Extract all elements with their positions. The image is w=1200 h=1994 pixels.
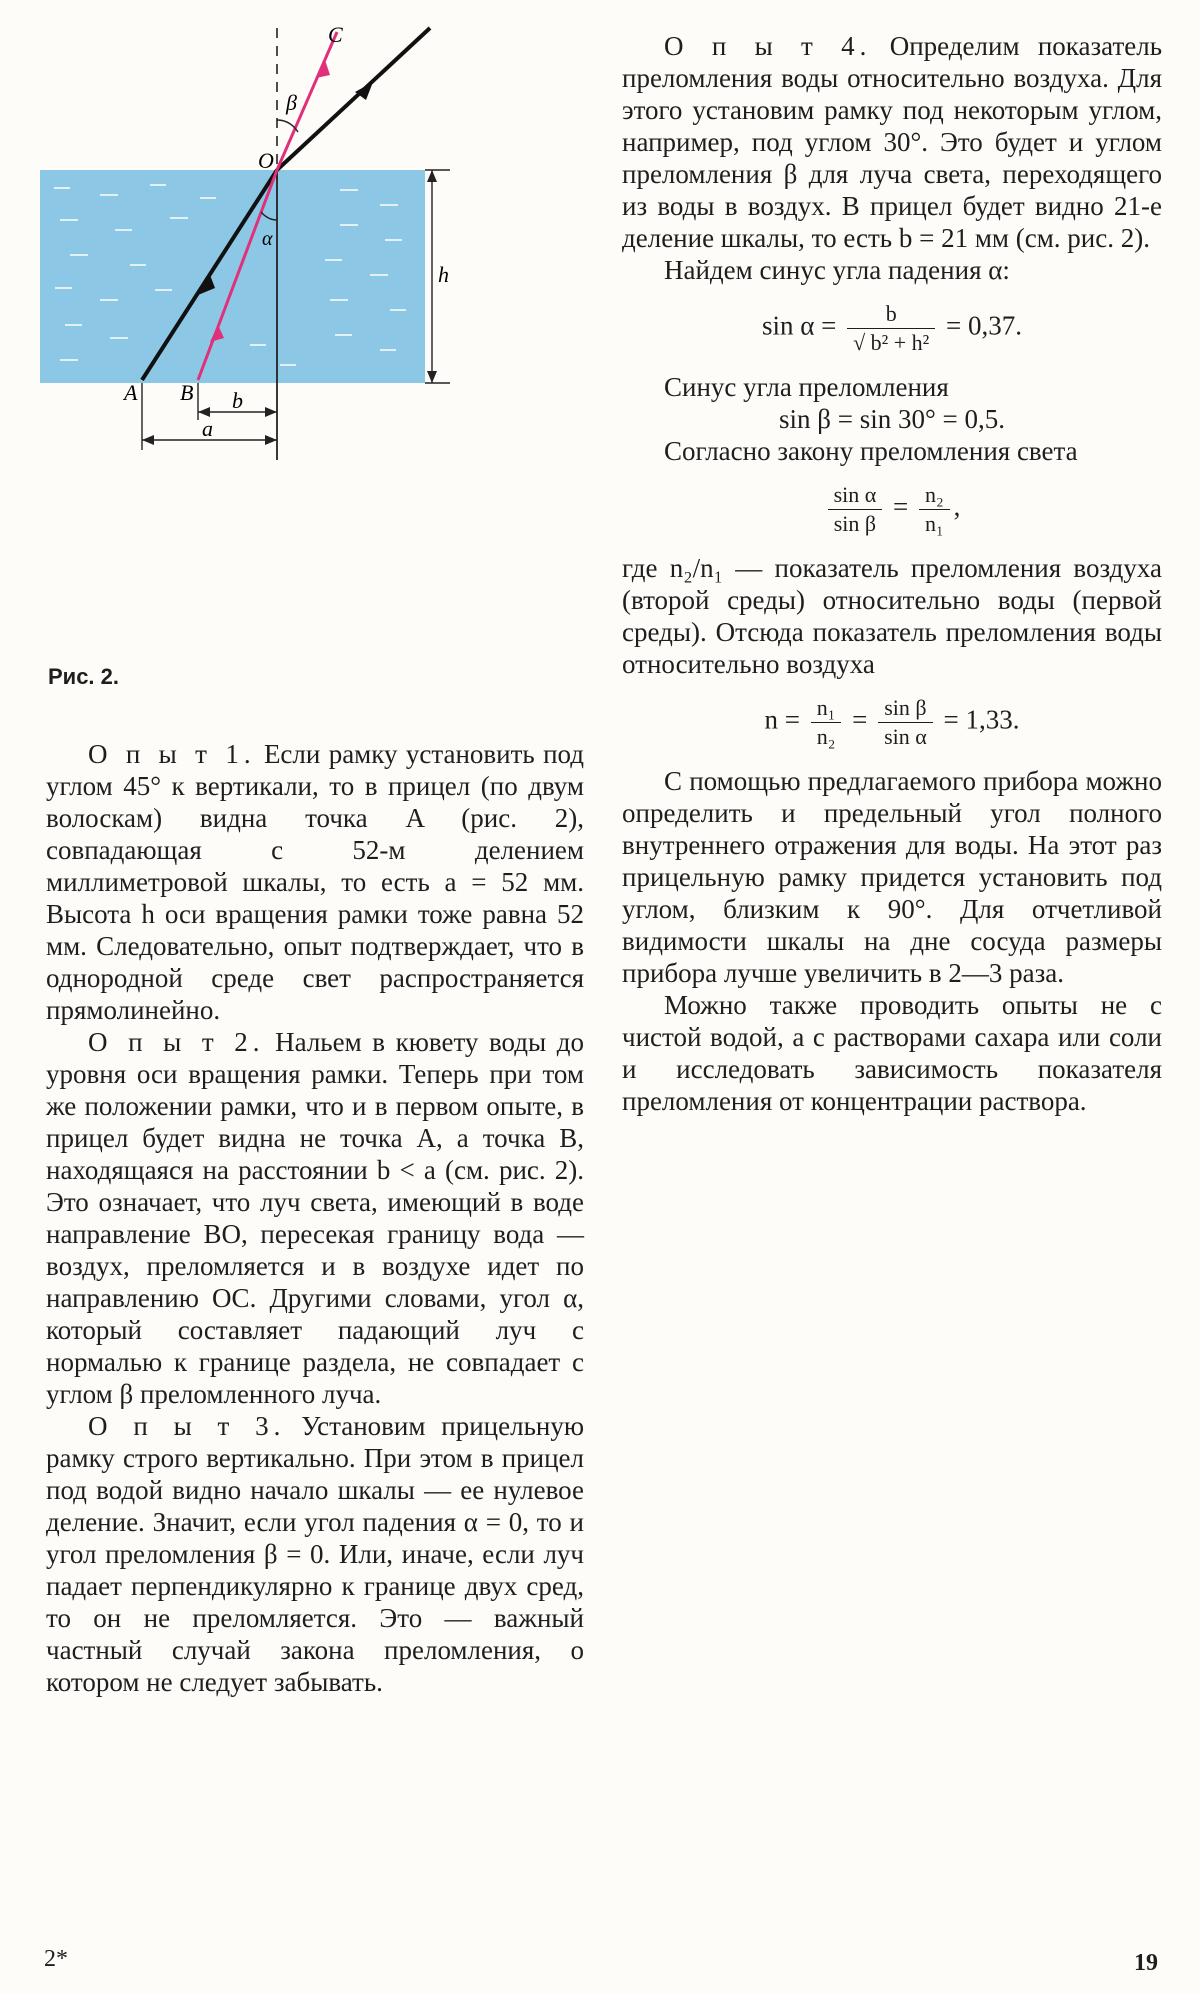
label-A: A bbox=[124, 380, 138, 405]
op3-text: Установим прицельную рамку строго вертикально. При этом в прицел под водой видно начало шкалы — ее нулевое деление. Значит, если угол падения α = 0, то и угол преломления β = 0. Или, иначе, если луч падает перпендикулярно к границе двух сред, то он не преломляется. Это — важный частный случай закона преломления, о котором не следует забывать. bbox=[46, 1411, 585, 1697]
label-a: a bbox=[202, 416, 213, 441]
paragraph-law: Согласно закону преломления света bbox=[664, 436, 1078, 466]
label-C: C bbox=[328, 22, 343, 47]
op3-heading: О п ы т 3. bbox=[88, 1411, 286, 1441]
figure-caption: Рис. 2. bbox=[48, 664, 120, 689]
page-number: 19 bbox=[1134, 1950, 1158, 1976]
paragraph-solutions: Можно также проводить опыты не с чистой водой, а с растворами сахара или соли и исследовать зависимость показателя преломления от концентрации раствора. bbox=[622, 990, 1162, 1116]
equation-law: $\frac{\text{sin α}}{\text{sin β}}$ = $\frac{\text{n₂}}{\text{n₁}}$ , bbox=[622, 481, 1162, 538]
figure-svg bbox=[40, 20, 600, 580]
label-h: h bbox=[438, 262, 449, 287]
op1-heading: О п ы т 1. bbox=[88, 739, 256, 769]
paragraph-where: где n₂/n₁ — показатель преломления воздуха (второй среды) относительно воды (первой среды). Отсюда показатель преломления воды относительно воздуха bbox=[622, 553, 1162, 679]
op4-text: Определим показатель преломления воды относительно воздуха. Для этого установим рамку под некоторым углом, например, под углом 30°. Это будет и углом преломления β для луча света, переходящего из воды в воздух. В прицел будет видно 21-е деление шкалы, то есть b = 21 мм (см. рис. 2). bbox=[622, 31, 1163, 253]
label-alpha: α bbox=[262, 228, 273, 250]
equation-sin-alpha: sin α = $\frac{b}{\text{√ b² + h²}}$ = 0,37. bbox=[761, 301, 1023, 355]
op2-text: Нальем в кювету воды до уровня оси вращения рамки. Теперь при том же положении рамки, что и в первом опыте, в прицел будет видна не точка A, а точка B, находящаяся на расстоянии b < a (см. рис. 2). Это означает, что луч света, имеющий в воде направление BO, пересекая границу вода — воздух, преломляется и в воздухе идет по направлению OC. Другими словами, угол α, который составляет падающий луч с нормалью к границе раздела, не совпадает с углом β преломленного луча. bbox=[46, 1027, 584, 1409]
paragraph-total-reflection: С помощью предлагаемого прибора можно определить и предельный угол полного внутреннего отражения для воды. На этот раз прицельную рамку придется установить под углом, близким к 90°. Для отчетливой видимости шкалы на дне сосуда размеры прибора лучше увеличить в 2—3 раза. bbox=[622, 766, 1162, 988]
water-region bbox=[40, 170, 425, 383]
refraction-figure bbox=[40, 20, 600, 580]
label-beta: β bbox=[286, 90, 297, 115]
paragraph-op2 bbox=[46, 1026, 584, 1410]
paragraph-op4 bbox=[622, 30, 1162, 254]
op4-heading: О п ы т 4. bbox=[664, 31, 872, 61]
equation-sin-beta: sin β = sin 30° = 0,5. bbox=[778, 404, 1005, 434]
paragraph-find-sine: Найдем синус угла падения α: bbox=[664, 255, 1010, 285]
label-b: b bbox=[232, 388, 243, 413]
left-column bbox=[46, 738, 584, 1698]
right-column bbox=[622, 30, 1162, 1117]
label-O: O bbox=[258, 148, 274, 173]
paragraph-sine-refraction: Синус угла преломления bbox=[664, 372, 949, 402]
label-B: B bbox=[180, 380, 194, 405]
paragraph-op3 bbox=[46, 1410, 584, 1698]
equation-n: n = $\frac{\text{n₁}}{\text{n₂}}$ = $\frac{\text{sin β}}{\text{sin α}}$ = 1,33. bbox=[764, 695, 1020, 749]
signature-mark: 2* bbox=[44, 1946, 68, 1972]
paragraph-op1 bbox=[46, 738, 584, 1026]
op2-heading: О п ы т 2. bbox=[88, 1027, 265, 1057]
op1-text: Если рамку установить под углом 45° к вертикали, то в прицел (по двум волоскам) видна точка A (рис. 2), совпадающая с 52-м делением миллиметровой шкалы, то есть a = 52 мм. Высота h оси вращения рамки тоже равна 52 мм. Следовательно, опыт подтверждает, что в однородной среде свет распространяется прямолинейно. bbox=[46, 739, 584, 1025]
